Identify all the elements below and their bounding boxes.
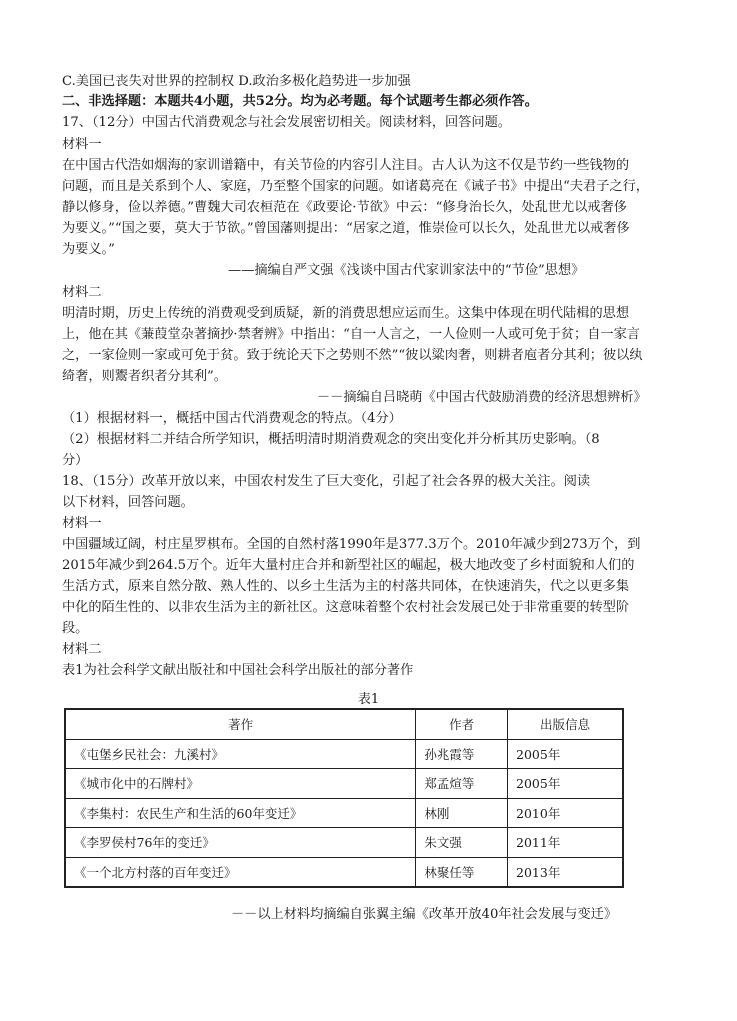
material-text-line: 上，他在其《蒹葭堂杂著摘抄·禁奢辨》中指出：“自一人言之，一人俭则一人或可免于贫；自一家言: [62, 327, 640, 342]
option-line: C.美国已丧失对世界的控制权 D.政治多极化趋势进一步加强: [62, 74, 411, 89]
author-cell: 林聚任等: [416, 857, 508, 887]
material-text-line: 为要义。”: [62, 242, 115, 257]
author-cell: 林刚: [416, 798, 508, 828]
header-title: 著作: [65, 709, 416, 739]
year-cell: 2005年: [508, 739, 623, 769]
material-text-line: 表1为社会科学文献出版社和中国社会科学出版社的部分著作: [62, 663, 414, 678]
book-title-cell: 《李集村：农民生产和生活的60年变迁》: [65, 798, 416, 828]
header-publication: 出版信息: [508, 709, 623, 739]
year-cell: 2011年: [508, 828, 623, 858]
author-cell: 孙兆霞等: [416, 739, 508, 769]
table-row: [65, 828, 623, 858]
table-header-row: [65, 709, 623, 739]
sub-question: 分）: [62, 453, 89, 468]
material-text-line: 2015年减少到264.5万个。近年大量村庄合并和新型社区的崛起，极大地改变了乡村面貌和人们的: [62, 558, 635, 573]
author-cell: 朱文强: [416, 828, 508, 858]
material-label: 材料二: [62, 642, 102, 657]
question-18-stem: 18、（15分）改革开放以来，中国农村发生了巨大变化，引起了社会各界的极大关注。阅读: [62, 474, 591, 489]
material-text-line: 静以修身，俭以养德。”曹魏大司农桓范在《政要论·节欲》中云：“修身治长久，处乱世尤以戒奢侈: [62, 200, 627, 215]
material-text-line: 生活方式，原来自然分散、熟人性的、以乡土生活为主的村落共同体，在快速消失，代之以更多集: [62, 579, 630, 594]
material-text-line: 中化的陌生性的、以非农生活为主的新社区。这意味着整个农村社会发展已处于非常重要的转型阶: [62, 600, 630, 615]
material-label: 材料二: [62, 285, 102, 300]
author-cell: 郑孟煊等: [416, 769, 508, 799]
material-text-line: 中国疆域辽阔，村庄星罗棋布。全国的自然村落1990年是377.3万个。2010年减少到273万个，到: [62, 537, 641, 552]
material-text-line: 绮奢，则鬻者织者分其利”。: [62, 369, 227, 384]
book-title-cell: 《城市化中的石牌村》: [65, 769, 416, 799]
material-text-line: 段。: [62, 621, 89, 636]
sub-question: （1）根据材料一，概括中国古代消费观念的特点。（4分）: [62, 411, 402, 426]
sub-question: （2）根据材料二并结合所学知识，概括明清时期消费观念的突出变化并分析其历史影响。（8: [62, 432, 600, 447]
section-heading: 二、非选择题：本题共4小题，共52分。均为必考题。每个试题考生都必须作答。: [62, 94, 538, 109]
year-cell: 2010年: [508, 798, 623, 828]
table-row: [65, 857, 623, 887]
material-text-line: 明清时期，历史上传统的消费观受到质疑，新的消费思想应运而生。这集中体现在明代陆楫的思想: [62, 306, 630, 321]
material-text-line: 在中国古代浩如烟海的家训谱籍中，有关节俭的内容引人注目。古人认为这不仅是节约一些钱物的: [62, 158, 630, 173]
table-row: [65, 798, 623, 828]
material-label: 材料一: [62, 516, 102, 531]
source-citation: －－摘编自吕晓萌《中国古代鼓励消费的经济思想辨析》: [317, 390, 647, 405]
source-citation: －－以上材料均摘编自张翼主编《改革开放40年社会发展与变迁》: [231, 907, 618, 922]
source-citation: ——摘编自严文强《浅谈中国古代家训家法中的“节俭”思想》: [228, 263, 585, 278]
header-author: 作者: [416, 709, 508, 739]
book-title-cell: 《李罗侯村76年的变迁》: [65, 828, 416, 858]
question-17-stem: 17、（12分）中国古代消费观念与社会发展密切相关。阅读材料，回答问题。: [62, 115, 511, 130]
material-label: 材料一: [62, 137, 102, 152]
book-title-cell: 《屯堡乡民社会：九溪村》: [65, 739, 416, 769]
table-row: [65, 769, 623, 799]
books-table: [64, 708, 624, 888]
material-text-line: 之，一家俭则一家或可免于贫。致于统论天下之势则不然”“彼以粱肉奢，则耕者庖者分其利；彼以纨: [62, 348, 643, 363]
table-row: [65, 739, 623, 769]
book-title-cell: 《一个北方村落的百年变迁》: [65, 857, 416, 887]
table-caption: 表1: [357, 692, 380, 707]
material-text-line: 为要义。”“国之要，莫大于节欲。”曾国藩则提出：“居家之道，惟崇俭可以长久，处乱世尤以戒奢侈: [62, 221, 630, 236]
year-cell: 2013年: [508, 857, 623, 887]
material-text-line: 问题，而且是关系到个人、家庭，乃至整个国家的问题。如诸葛亮在《诫子书》中提出“夫君子之行，: [62, 179, 649, 194]
question-18-stem: 以下材料，回答问题。: [62, 495, 194, 510]
year-cell: 2005年: [508, 769, 623, 799]
